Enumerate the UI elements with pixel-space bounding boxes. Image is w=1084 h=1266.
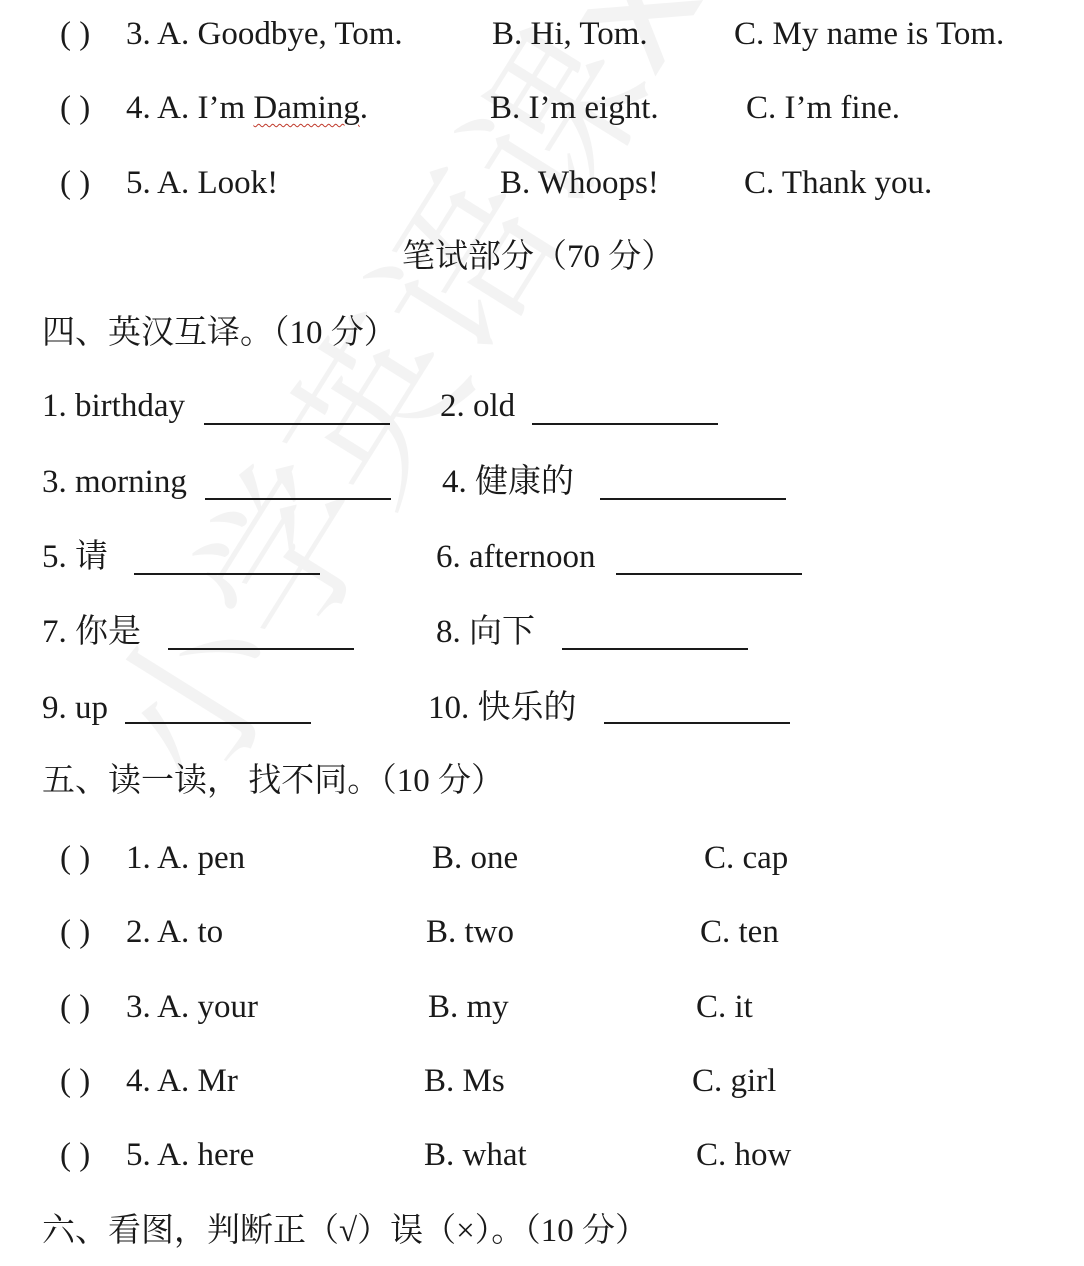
section-6-title: 六、看图，判断正（√）误（×）。（10 分） xyxy=(42,1213,648,1249)
item-word: 2. old xyxy=(440,388,516,424)
answer-blank[interactable] xyxy=(205,498,391,500)
written-part-title: 笔试部分（70 分） xyxy=(402,239,675,275)
option-b: B. I’m eight. xyxy=(490,90,659,126)
option-c: C. ten xyxy=(700,914,779,950)
option-b: B. Hi, Tom. xyxy=(492,16,648,52)
option-a: 1. A. pen xyxy=(126,840,246,876)
option-b: B. Whoops! xyxy=(500,165,659,201)
answer-paren[interactable]: ( ) xyxy=(60,989,91,1025)
item-word: 7. 你是 xyxy=(42,614,141,650)
option-c: C. My name is Tom. xyxy=(734,16,1005,52)
option-b: B. one xyxy=(432,840,519,876)
answer-blank[interactable] xyxy=(562,648,748,650)
option-a: 5. A. here xyxy=(126,1137,255,1173)
option-b: B. two xyxy=(426,914,515,950)
answer-blank[interactable] xyxy=(532,423,718,425)
answer-blank[interactable] xyxy=(134,573,320,575)
option-b: B. what xyxy=(424,1137,527,1173)
item-word: 6. afternoon xyxy=(436,539,596,575)
answer-blank[interactable] xyxy=(168,648,354,650)
option-a: 2. A. to xyxy=(126,914,224,950)
answer-blank[interactable] xyxy=(125,722,311,724)
answer-paren[interactable]: ( ) xyxy=(60,1137,91,1173)
answer-paren[interactable]: ( ) xyxy=(60,16,91,52)
answer-paren[interactable]: ( ) xyxy=(60,90,91,126)
option-a: 5. A. Look! xyxy=(126,165,279,201)
item-word: 5. 请 xyxy=(42,539,108,575)
section-4-title: 四、英汉互译。（10 分） xyxy=(42,315,397,351)
option-c: C. cap xyxy=(704,840,789,876)
option-a xyxy=(126,88,368,128)
answer-blank[interactable] xyxy=(600,498,786,500)
option-c: C. girl xyxy=(692,1063,777,1099)
answer-paren[interactable]: ( ) xyxy=(60,165,91,201)
option-a-end: . xyxy=(359,90,368,126)
answer-paren[interactable]: ( ) xyxy=(60,1063,91,1099)
option-c: C. I’m fine. xyxy=(746,90,900,126)
item-word: 9. up xyxy=(42,690,108,726)
item-word: 4. 健康的 xyxy=(442,464,574,500)
option-b: B. my xyxy=(428,989,509,1025)
item-word: 10. 快乐的 xyxy=(428,690,577,726)
item-word: 8. 向下 xyxy=(436,614,535,650)
item-word: 1. birthday xyxy=(42,388,185,424)
option-a: 3. A. your xyxy=(126,989,258,1025)
option-a-name: Daming xyxy=(253,90,360,126)
option-a: 3. A. Goodbye, Tom. xyxy=(126,16,403,52)
answer-blank[interactable] xyxy=(604,722,790,724)
answer-blank[interactable] xyxy=(204,423,390,425)
option-c: C. Thank you. xyxy=(744,165,933,201)
option-a: 4. A. Mr xyxy=(126,1063,238,1099)
answer-paren[interactable]: ( ) xyxy=(60,914,91,950)
option-c: C. it xyxy=(696,989,753,1025)
option-c: C. how xyxy=(696,1137,792,1173)
answer-paren[interactable]: ( ) xyxy=(60,840,91,876)
option-a-prefix: 4. A. I’m xyxy=(126,90,254,126)
answer-blank[interactable] xyxy=(616,573,802,575)
section-5-title: 五、读一读， 找不同。（10 分） xyxy=(42,763,504,799)
option-b: B. Ms xyxy=(424,1063,505,1099)
item-word: 3. morning xyxy=(42,464,187,500)
